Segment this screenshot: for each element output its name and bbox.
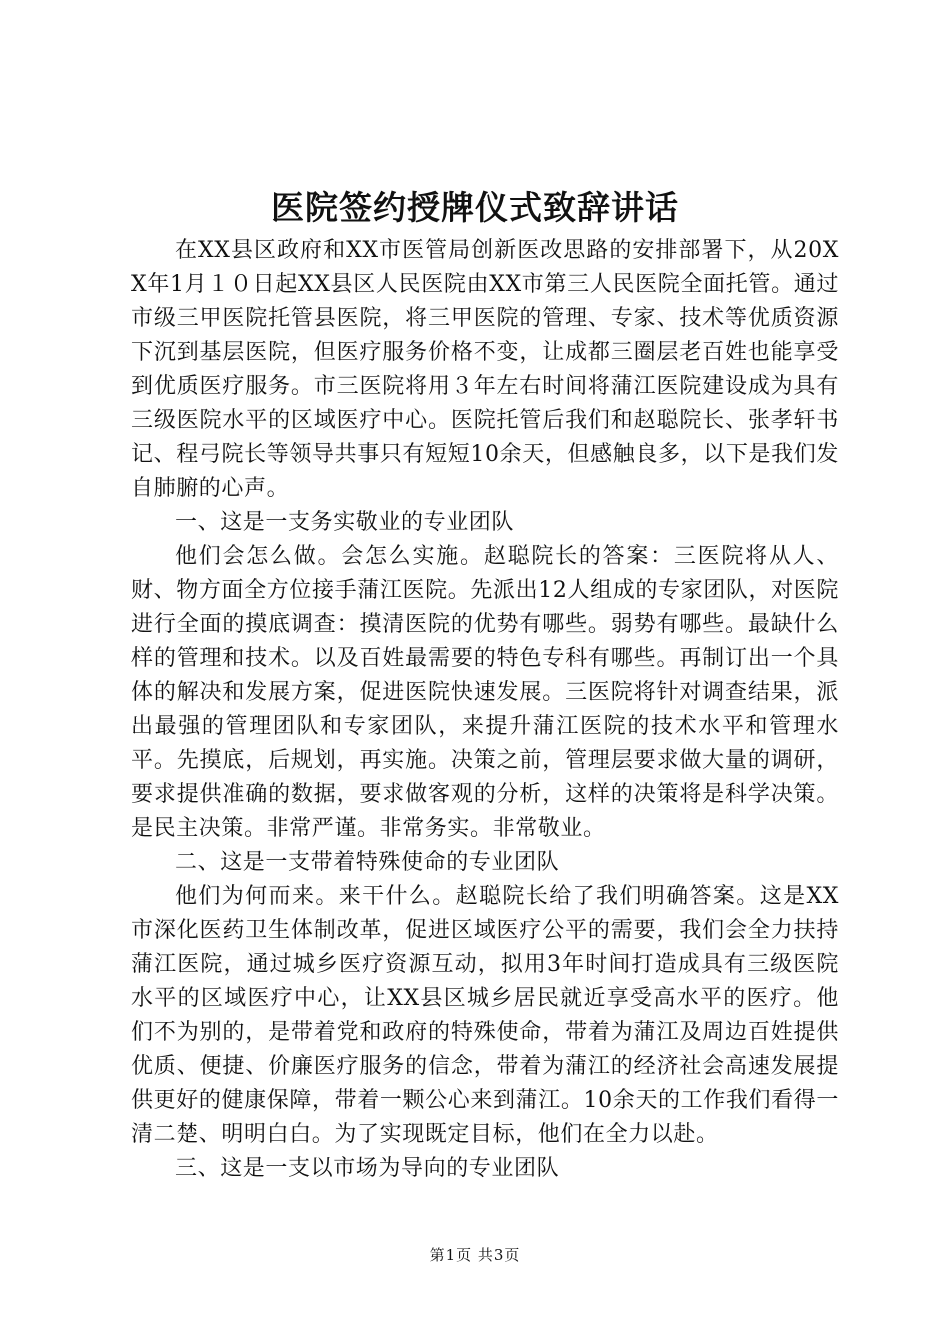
section-heading-2: 二、这是一支带着特殊使命的专业团队	[175, 850, 560, 875]
document-title: 医院签约授牌仪式致辞讲话	[271, 188, 679, 227]
page-footer: 第1页 共3页	[429, 1246, 521, 1264]
section-heading-1: 一、这是一支务实敬业的专业团队	[175, 510, 515, 535]
paragraph-intro: 在XX县区政府和XX市医管局创新医改思路的安排部署下，从20XX年1月１０日起XX县区人民医院由XX市第三人民医院全面托管。通过市级三甲医院托管县医院，将三甲医院的管理、专家、技术等优质资源下沉到基层医院，但医疗服务价格不变，让成都三圈层老百姓也能享受到优质医疗服务。市三医院将用３年左右时间将蒲江医院建设成为具有三级医院水平的区域医疗中心。医院托管后我们和赵聪院长、张孝轩书记、程弓院长等领导共事只有短短10余天，但感触良多，以下是我们发自肺腑的心声。	[131, 238, 839, 501]
paragraph-section-2: 他们为何而来。来干什么。赵聪院长给了我们明确答案。这是XX市深化医药卫生体制改革，促进区域医疗公平的需要，我们会全力扶持蒲江医院，通过城乡医疗资源互动，拟用3年时间打造成具有三级医院水平的区域医疗中心，让XX县区城乡居民就近享受高水平的医疗。他们不为别的，是带着党和政府的特殊使命，带着为蒲江及周边百姓提供优质、便捷、价廉医疗服务的信念，带着为蒲江的经济社会高速发展提供更好的健康保障，带着一颗公心来到蒲江。10余天的工作我们看得一清二楚、明明白白。为了实现既定目标，他们在全力以赴。	[131, 884, 839, 1147]
paragraph-section-1: 他们会怎么做。会怎么实施。赵聪院长的答案：三医院将从人、财、物方面全方位接手蒲江医院。先派出12人组成的专家团队，对医院进行全面的摸底调查：摸清医院的优势有哪些。弱势有哪些。最缺什么样的管理和技术。以及百姓最需要的特色专科有哪些。再制订出一个具体的解决和发展方案，促进医院快速发展。三医院将针对调查结果，派出最强的管理团队和专家团队，来提升蒲江医院的技术水平和管理水平。先摸底，后规划，再实施。决策之前，管理层要求做大量的调研，要求提供准确的数据，要求做客观的分析，这样的决策将是科学决策。是民主决策。非常严谨。非常务实。非常敬业。	[131, 544, 839, 841]
section-heading-3: 三、这是一支以市场为导向的专业团队	[175, 1156, 560, 1181]
document-body	[131, 234, 839, 1186]
